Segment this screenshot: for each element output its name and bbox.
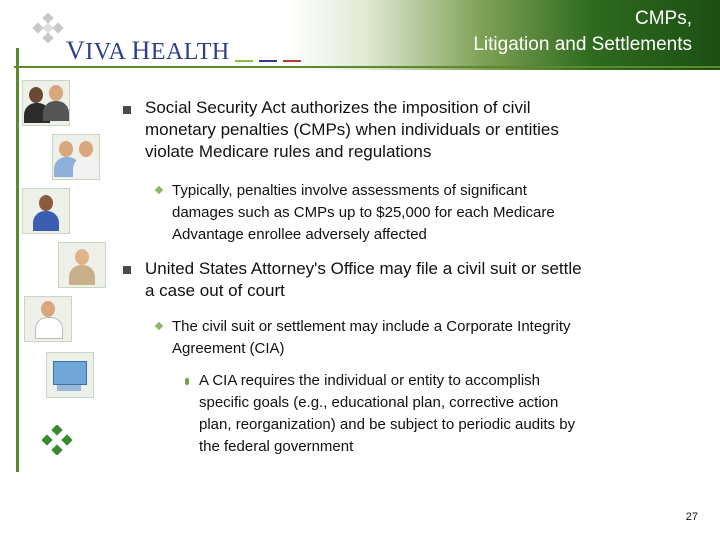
left-rule <box>16 48 19 472</box>
bullet-2-1-1: A CIA requires the individual or entity to accomplish specific goals (e.g., educational plan, corrective action plan, reorganization) and be subject to periodic audits by the federal government <box>199 372 576 455</box>
bullet-square-icon <box>123 106 131 114</box>
doctor-photo <box>24 296 72 342</box>
bullet-1: Social Security Act authorizes the imposition of civil monetary penalties (CMPs) when individuals or entities violate Medicare rules and regulations <box>145 98 559 161</box>
page-number: 27 <box>685 511 698 523</box>
viva-health-logo <box>30 12 310 67</box>
woman-on-phone-photo <box>58 242 106 288</box>
green-diamond-cross-icon <box>42 425 72 455</box>
computer-screen-photo <box>46 352 94 398</box>
bullet-1-1: Typically, penalties involve assessments of significant damages such as CMPs up to $25,000 for each Medicare Advantage enrollee adversely affected <box>172 182 555 243</box>
logo-accent-dashes <box>235 60 307 78</box>
logo-wordmark: VIVA HEALTH <box>66 36 230 65</box>
sub-bullet-diamond-icon <box>155 322 163 330</box>
business-people-photo <box>22 80 70 126</box>
bullet-2-1: The civil suit or settlement may include a Corporate Integrity Agreement (CIA) <box>172 318 571 357</box>
bullet-square-icon <box>123 266 131 274</box>
sub-sub-bullet-icon <box>185 378 189 385</box>
slide-title-line-2: Litigation and Settlements <box>473 34 692 55</box>
slide-title-line-1: CMPs, <box>635 8 692 29</box>
medical-staff-photo <box>52 134 100 180</box>
slide-title <box>473 6 692 58</box>
sub-bullet-diamond-icon <box>155 186 163 194</box>
nurse-photo <box>22 188 70 234</box>
header-rule <box>14 66 720 68</box>
bullet-2: United States Attorney's Office may file a civil suit or settle a case out of court <box>145 259 582 300</box>
logo-cross-icon <box>30 12 70 52</box>
